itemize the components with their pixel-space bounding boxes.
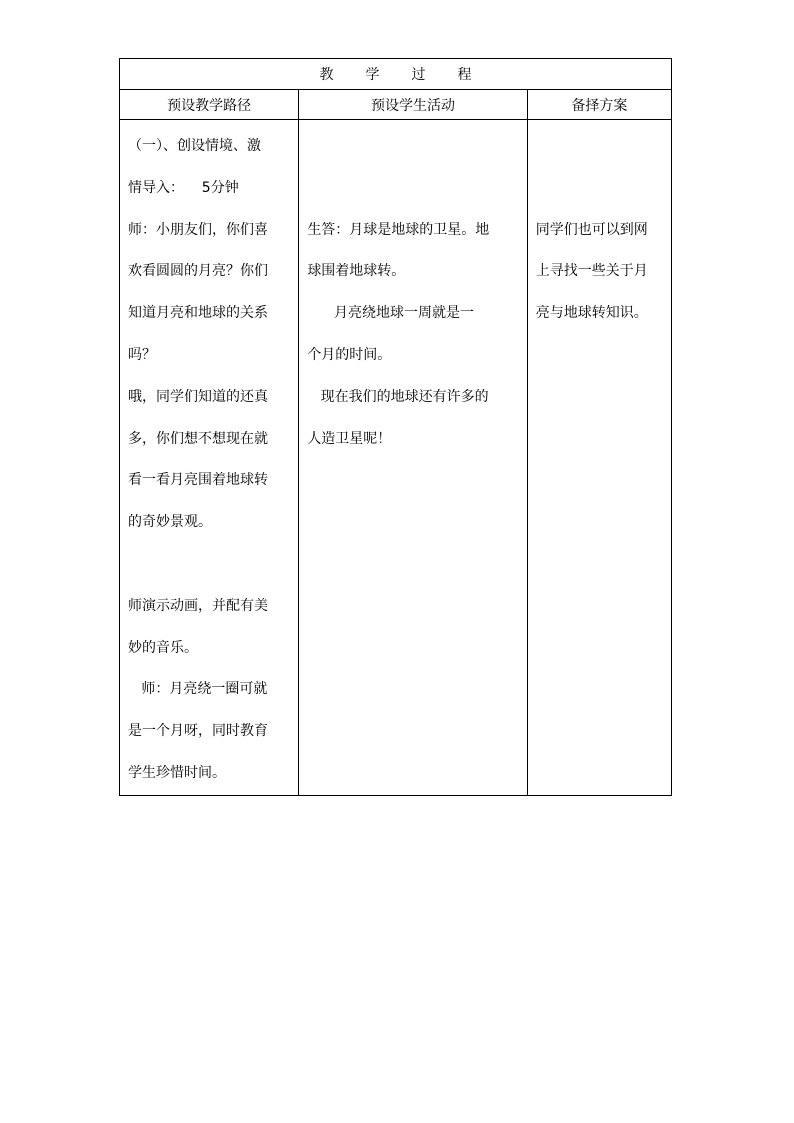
text-line: 吗？: [128, 346, 156, 363]
header-student-activity: 预设学生活动: [299, 90, 527, 120]
text-line: [536, 126, 665, 168]
table-body-row: [120, 120, 672, 796]
teaching-path-text: [120, 120, 298, 795]
text-line: 学生珍惜时间。: [128, 764, 226, 781]
cell-teaching-path: [120, 120, 299, 796]
text-line: 妙的音乐。: [128, 639, 198, 656]
lesson-process-table: [119, 58, 672, 796]
text-line: 知道月亮和地球的关系: [128, 305, 268, 322]
text-line: 的奇妙景观。: [128, 514, 212, 531]
text-line: [307, 126, 520, 168]
text-line: 球围着地球转。: [307, 263, 406, 280]
header-alternative-plan: 备择方案: [527, 90, 671, 120]
text-line: （一）、创设情境、激: [128, 138, 261, 154]
table-title-char: 过: [411, 67, 426, 83]
text-line: 生答：月球是地球的卫星。地: [307, 221, 490, 238]
text-line: 师：小朋友们，你们喜: [128, 221, 268, 238]
text-line: 哦，同学们知道的还真: [128, 388, 268, 405]
text-line: 同学们也可以到网: [535, 221, 648, 238]
text-line: 欢看圆圆的月亮？你们: [128, 263, 268, 280]
text-line: 亮与地球转知识。: [535, 305, 648, 322]
cell-alternative-plan: [527, 120, 671, 796]
table-title-char: 学: [365, 67, 380, 83]
student-activity-text: [299, 120, 526, 460]
table-title-char: 程: [457, 67, 472, 83]
text-line: 月亮绕地球一周就是一: [307, 305, 475, 322]
alternative-plan-text: [528, 120, 671, 335]
text-line: 上寻找一些关于月: [535, 263, 648, 280]
table-title-char: 教: [319, 67, 334, 83]
text-line: 是一个月呀，同时教育: [128, 723, 268, 740]
text-line: [307, 168, 520, 210]
text-line: 多，你们想不想现在就: [128, 430, 268, 447]
table-title: [120, 59, 672, 90]
header-teaching-path: 预设教学路径: [120, 90, 299, 120]
table-header-row: [120, 90, 672, 120]
text-line: 人造卫星呢！: [307, 430, 392, 447]
text-line: 个月的时间。: [307, 346, 392, 363]
text-line: [128, 544, 292, 586]
text-line: 师演示动画，并配有美: [128, 597, 268, 614]
text-line: [536, 168, 665, 210]
cell-student-activity: [299, 120, 527, 796]
text-line: 看一看月亮围着地球转: [128, 472, 268, 489]
table-title-row: [120, 59, 672, 90]
text-line: 现在我们的地球还有许多的: [307, 388, 489, 405]
text-line: 情导入： 5分钟: [128, 179, 239, 196]
text-line: 师：月亮绕一圈可就: [128, 681, 268, 698]
